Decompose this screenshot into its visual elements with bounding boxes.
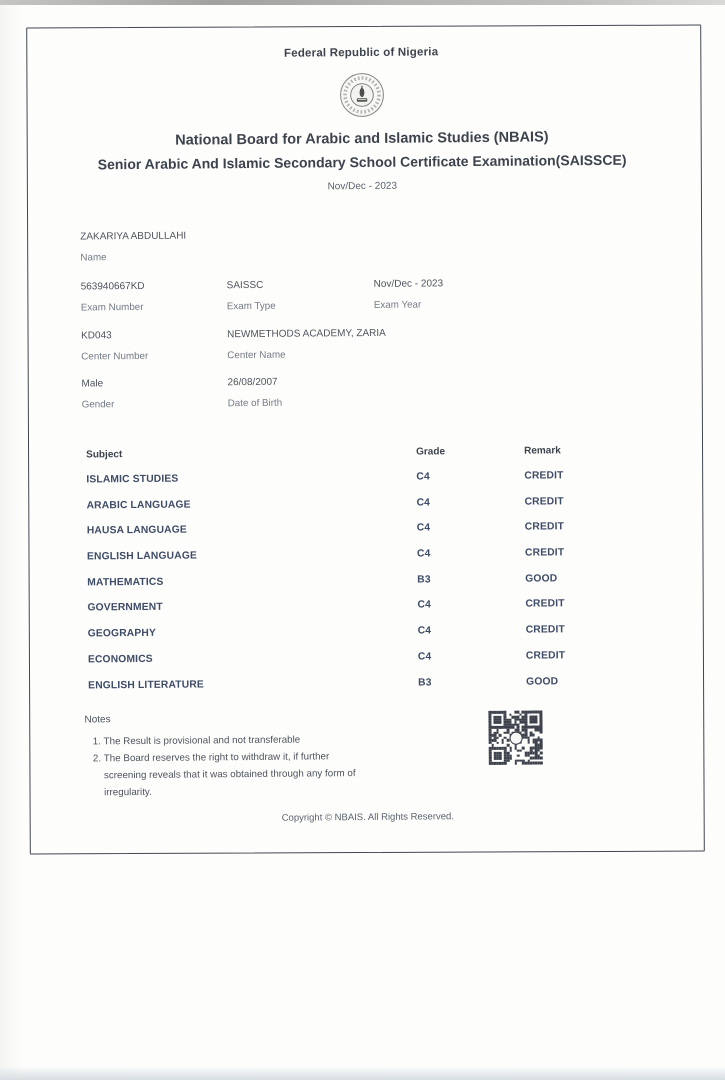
candidate-name-value: ZAKARIYA ABDULLAHI — [80, 230, 187, 243]
date-of-birth-value: 26/08/2007 — [227, 376, 278, 389]
result-row — [88, 675, 674, 706]
result-subject: MATHEMATICS — [87, 576, 164, 589]
exam-type-value: SAISSC — [226, 279, 264, 292]
photo-bottom-edge — [0, 1066, 725, 1080]
result-subject: ARABIC LANGUAGE — [86, 499, 191, 512]
result-subject: HAUSA LANGUAGE — [86, 524, 187, 537]
field-gender — [81, 377, 227, 411]
field-center-name — [227, 325, 681, 362]
result-subject: ECONOMICS — [87, 653, 153, 666]
result-subject: GEOGRAPHY — [87, 627, 157, 640]
exam-year-value: Nov/Dec - 2023 — [373, 278, 444, 290]
result-grade: C4 — [416, 548, 431, 560]
candidate-name-row — [80, 226, 680, 264]
notes-title: Notes — [84, 714, 111, 726]
exam-session: Nov/Dec - 2023 — [327, 180, 398, 193]
result-subject: ISLAMIC STUDIES — [86, 473, 179, 486]
exam-type-label: Exam Type — [226, 300, 276, 313]
center-number-label: Center Number — [81, 350, 149, 363]
certificate-header — [25, 44, 699, 195]
results-table — [86, 443, 674, 705]
result-remark: CREDIT — [525, 650, 566, 662]
result-grade: C4 — [417, 651, 432, 663]
header-remark: Remark — [524, 445, 561, 457]
center-name-value: NEWMETHODS ACADEMY, ZARIA — [227, 327, 386, 341]
field-name — [80, 226, 680, 264]
result-remark: GOOD — [526, 675, 559, 688]
result-grade: B3 — [417, 574, 431, 586]
header-subject: Subject — [86, 449, 123, 461]
gender-label: Gender — [81, 399, 115, 411]
exam-year-label: Exam Year — [373, 299, 422, 311]
notes-list — [85, 731, 375, 802]
header-grade: Grade — [416, 446, 446, 458]
personal-info-row — [81, 373, 681, 411]
certificate-content — [24, 23, 704, 854]
result-grade: C4 — [417, 625, 432, 637]
result-remark: CREDIT — [524, 521, 565, 533]
result-remark: CREDIT — [525, 598, 565, 611]
exam-info-row — [81, 276, 681, 314]
result-grade: C4 — [416, 471, 430, 483]
exam-title: Senior Arabic And Islamic Secondary School Certificate Examination(SAISSCE) — [97, 151, 627, 173]
note-item: 1. The Result is provisional and not transferable — [104, 731, 374, 750]
country-title: Federal Republic of Nigeria — [283, 46, 439, 60]
date-of-birth-label: Date of Birth — [227, 397, 283, 410]
exam-number-value: 563940667KD — [80, 280, 145, 293]
results-body — [86, 469, 674, 705]
exam-number-label: Exam Number — [80, 301, 144, 314]
notes-section — [84, 712, 385, 802]
verification-qr-code-icon — [488, 710, 542, 764]
result-grade: C4 — [416, 497, 431, 509]
nbais-seal-icon — [25, 69, 698, 121]
result-remark: CREDIT — [525, 624, 565, 636]
center-number-value: KD043 — [81, 330, 112, 342]
note-item: 2. The Board reserves the right to withdraw it, if further screening reveals that it was obtained through any form of irregularity. — [104, 748, 374, 801]
field-exam-number — [81, 280, 227, 314]
result-grade: B3 — [418, 676, 432, 689]
copyright-line: Copyright © NBAIS. All Rights Reserved. — [281, 811, 454, 824]
center-info-row — [81, 325, 681, 363]
field-center-number — [81, 329, 227, 363]
field-exam-type — [227, 279, 374, 313]
result-subject: GOVERNMENT — [87, 602, 163, 614]
center-name-label: Center Name — [227, 349, 286, 362]
field-date-of-birth — [227, 373, 681, 410]
result-remark: CREDIT — [524, 495, 564, 508]
result-remark: CREDIT — [524, 470, 564, 482]
result-remark: GOOD — [525, 573, 558, 585]
result-grade: C4 — [416, 522, 431, 534]
result-remark: CREDIT — [524, 547, 565, 559]
candidate-name-label: Name — [80, 252, 107, 264]
field-exam-year — [374, 276, 681, 312]
result-subject: ENGLISH LITERATURE — [88, 678, 204, 691]
gender-value: Male — [81, 378, 104, 390]
board-title: National Board for Arabic and Islamic Studies (NBAIS) — [175, 129, 549, 149]
result-grade: C4 — [417, 599, 431, 611]
result-subject: ENGLISH LANGUAGE — [86, 550, 198, 563]
